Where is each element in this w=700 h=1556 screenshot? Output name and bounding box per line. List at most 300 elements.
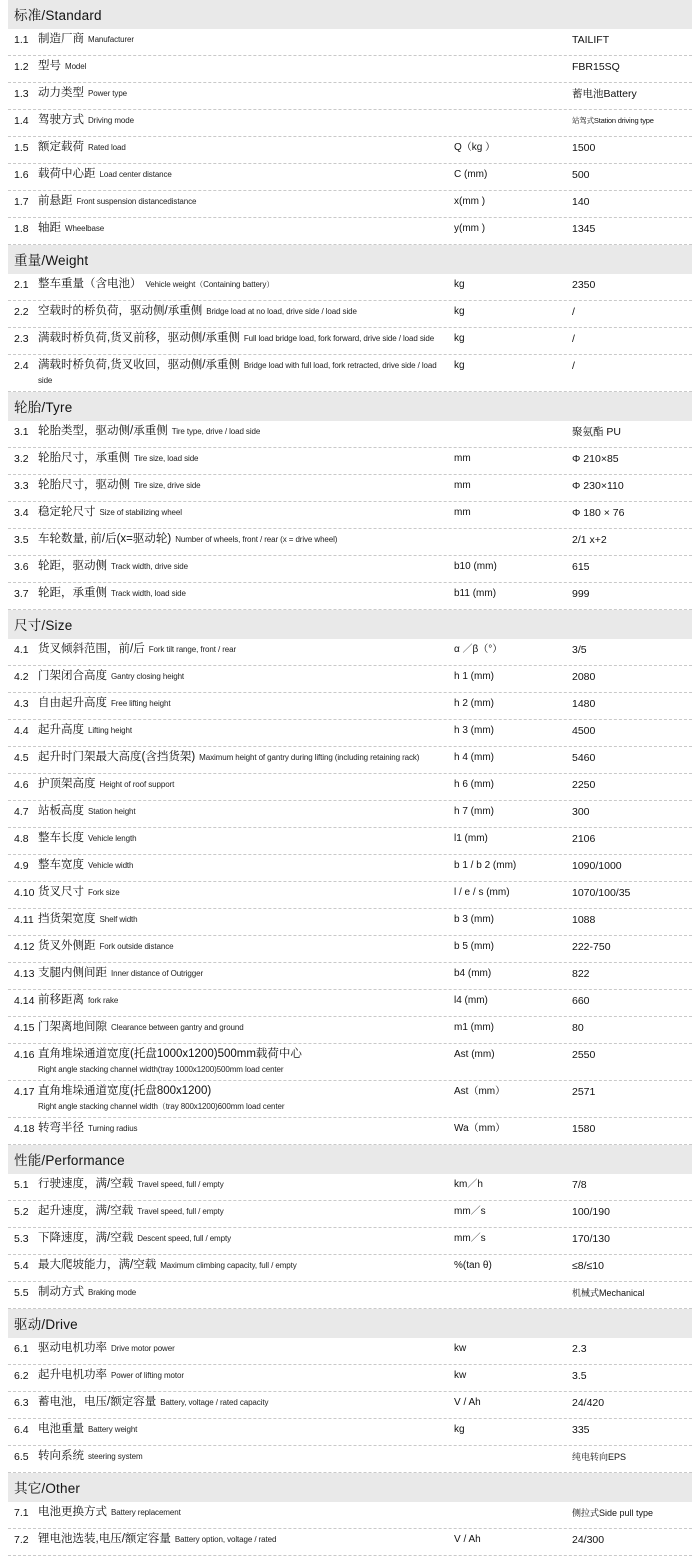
row-value: 站驾式Station driving type: [572, 116, 654, 125]
row-unit: kg: [454, 1424, 465, 1435]
row-number: 7.2: [14, 1534, 29, 1546]
row-label: [38, 723, 454, 738]
row-label-zh: 门架闭合高度: [38, 670, 107, 682]
row-number: 2.2: [14, 306, 29, 318]
row-label-en: Tire size, load side: [134, 454, 199, 463]
section-header: 重量/Weight: [8, 245, 692, 274]
section-header: 性能/Performance: [8, 1145, 692, 1174]
row-number: 5.5: [14, 1287, 29, 1299]
row-label: [38, 939, 454, 954]
row-label: [38, 1047, 454, 1077]
row-number: 6.5: [14, 1451, 29, 1463]
row-label-zh: 挡货架宽度: [38, 913, 96, 925]
row-label: [38, 669, 454, 684]
row-label: [38, 1505, 454, 1520]
spec-row: [8, 328, 692, 355]
spec-row: [8, 720, 692, 747]
row-label-en: Vehicle length: [88, 834, 137, 843]
section-header: 轮胎/Tyre: [8, 392, 692, 421]
spec-row: [8, 1255, 692, 1282]
row-label-zh: 起升时门架最大高度(含挡货架): [38, 751, 196, 763]
row-value: 纯电转向EPS: [572, 1452, 627, 1462]
row-number: 4.5: [14, 752, 29, 764]
row-label-en: Battery replacement: [111, 1508, 181, 1517]
spec-row: [8, 693, 692, 720]
row-label-zh: 最大爬坡能力，满/空载: [38, 1259, 157, 1271]
spec-row: [8, 56, 692, 83]
row-unit: mm: [454, 480, 471, 491]
row-label-zh: 起升电机功率: [38, 1369, 107, 1381]
row-value: FBR15SQ: [572, 61, 620, 73]
row-label-en: Tire size, drive side: [134, 481, 201, 490]
row-label-zh: 驾驶方式: [38, 114, 84, 126]
row-unit: [454, 424, 572, 425]
row-unit: [454, 1285, 572, 1286]
row-number: 4.16: [14, 1049, 35, 1061]
row-label-zh: 锂电池选装,电压/额定容量: [38, 1533, 171, 1545]
row-label-en: Shelf width: [99, 915, 138, 924]
row-value: 蓄电池Battery: [572, 88, 637, 100]
row-unit: kw: [454, 1370, 467, 1381]
spec-row: [8, 355, 692, 392]
spec-row: [8, 1118, 692, 1145]
row-label-en: Battery option, voltage / rated: [174, 1535, 277, 1544]
row-label-zh: 直角堆垛通道宽度(托盘800x1200): [38, 1085, 212, 1097]
row-label: [38, 1204, 454, 1219]
row-label-zh: 制动方式: [38, 1286, 84, 1298]
spec-row: [8, 909, 692, 936]
row-value: 机械式Mechanical: [572, 1288, 645, 1298]
row-number: 4.10: [14, 887, 35, 899]
row-number: 4.18: [14, 1123, 35, 1135]
row-label: [38, 804, 454, 819]
row-number: 3.5: [14, 534, 29, 546]
row-label: [38, 642, 454, 657]
row-unit: h 6 (mm): [454, 779, 494, 790]
row-label-zh: 起升速度，满/空载: [38, 1205, 134, 1217]
row-number: 1.8: [14, 223, 29, 235]
row-label: [38, 221, 454, 236]
row-label: [38, 140, 454, 155]
row-label-zh: 整车宽度: [38, 859, 84, 871]
spec-row: [8, 1017, 692, 1044]
row-label-zh: 车轮数量, 前/后(x=驱动轮): [38, 533, 172, 545]
row-unit: kg: [454, 306, 465, 317]
row-label-zh: 整车重量（含电池）: [38, 278, 142, 290]
row-unit: km／h: [454, 1179, 483, 1190]
row-value: 140: [572, 196, 590, 208]
row-label-zh: 整车长度: [38, 832, 84, 844]
row-label: [38, 331, 454, 346]
row-value: Φ 180 × 76: [572, 507, 625, 519]
row-label-en: Bridge load at no load, drive side / load side: [206, 307, 357, 316]
spec-row: [8, 1392, 692, 1419]
row-label: [38, 451, 454, 466]
row-label-en: Bridge load with full load, fork retracted, drive side / load side: [38, 361, 437, 385]
row-label-en: Battery weight: [88, 1425, 138, 1434]
spec-row: [8, 301, 692, 328]
spec-row: [8, 475, 692, 502]
row-label-zh: 货叉倾斜范围，前/后: [38, 643, 145, 655]
row-number: 4.17: [14, 1086, 35, 1098]
row-label: [38, 1422, 454, 1437]
row-unit: b11 (mm): [454, 588, 497, 599]
row-label-en: Turning radius: [88, 1124, 138, 1133]
row-value: 2350: [572, 279, 596, 291]
row-number: 2.4: [14, 360, 29, 372]
row-label: [38, 1395, 454, 1410]
row-label-en: Height of roof support: [99, 780, 175, 789]
row-unit: l1 (mm): [454, 833, 488, 844]
spec-row: [8, 774, 692, 801]
row-value: 3.5: [572, 1370, 587, 1382]
row-value: 1088: [572, 914, 596, 926]
row-value: 335: [572, 1424, 590, 1436]
spec-row: [8, 274, 692, 301]
row-unit: [454, 1505, 572, 1506]
row-label: [38, 1341, 454, 1356]
row-unit: mm／s: [454, 1206, 486, 1217]
row-label-en: Track width, load side: [111, 589, 186, 598]
row-label-en: Descent speed, full / empty: [137, 1234, 231, 1243]
row-number: 3.1: [14, 426, 29, 438]
row-number: 4.4: [14, 725, 29, 737]
row-label: [38, 1368, 454, 1383]
row-unit: b4 (mm): [454, 968, 492, 979]
row-unit: h 2 (mm): [454, 698, 494, 709]
row-value: 660: [572, 995, 590, 1007]
row-number: 5.2: [14, 1206, 29, 1218]
row-label: [38, 912, 454, 927]
row-label-en: Wheelbase: [65, 224, 105, 233]
row-label: [38, 113, 454, 128]
row-label: [38, 1258, 454, 1273]
row-label: [38, 1449, 454, 1464]
row-label: [38, 277, 454, 292]
row-label: [38, 586, 454, 601]
row-label-en: Tire type, drive / load side: [171, 427, 261, 436]
spec-row: [8, 448, 692, 475]
row-number: 2.3: [14, 333, 29, 345]
row-label-zh: 轮距，承重侧: [38, 587, 107, 599]
row-number: 1.1: [14, 34, 29, 46]
row-number: 3.2: [14, 453, 29, 465]
row-label-zh: 满载时桥负荷,货叉收回，驱动侧/承重侧: [38, 359, 240, 371]
row-label: [38, 858, 454, 873]
row-label-zh: 下降速度，满/空载: [38, 1232, 134, 1244]
spec-row: [8, 882, 692, 909]
spec-row: [8, 828, 692, 855]
spec-row: [8, 191, 692, 218]
row-label-en: Maximum height of gantry during lifting (including retaining rack): [199, 753, 420, 762]
row-unit: h 3 (mm): [454, 725, 494, 736]
spec-row: [8, 990, 692, 1017]
row-value: Φ 210×85: [572, 453, 619, 465]
spec-row: [8, 529, 692, 556]
row-unit: b 5 (mm): [454, 941, 494, 952]
row-value: 1070/100/35: [572, 887, 631, 899]
row-label-en: Load center distance: [99, 170, 172, 179]
spec-row: [8, 801, 692, 828]
row-label-zh: 前悬距: [38, 195, 73, 207]
spec-row: [8, 502, 692, 529]
row-label: [38, 505, 454, 520]
row-value: 615: [572, 561, 590, 573]
row-label-zh: 空载时的桥负荷，驱动侧/承重侧: [38, 305, 203, 317]
row-number: 1.7: [14, 196, 29, 208]
row-label-zh: 电池更换方式: [38, 1506, 107, 1518]
row-number: 3.3: [14, 480, 29, 492]
row-unit: Ast（mm）: [454, 1086, 506, 1097]
row-label: [38, 478, 454, 493]
row-label-zh: 站板高度: [38, 805, 84, 817]
row-number: 3.4: [14, 507, 29, 519]
row-label-zh: 制造厂商: [38, 33, 84, 45]
row-label-zh: 货叉外侧距: [38, 940, 96, 952]
row-number: 4.15: [14, 1022, 35, 1034]
row-value: /: [572, 333, 575, 345]
row-label-zh: 起升高度: [38, 724, 84, 736]
row-label: [38, 1231, 454, 1246]
row-label: [38, 358, 454, 388]
row-label-en: Travel speed, full / empty: [137, 1180, 224, 1189]
section-header: 尺寸/Size: [8, 610, 692, 639]
section-header: 驱动/Drive: [8, 1309, 692, 1338]
row-unit: h 4 (mm): [454, 752, 494, 763]
spec-row: [8, 936, 692, 963]
row-unit: kg: [454, 333, 465, 344]
row-label-en: Clearance between gantry and ground: [111, 1023, 244, 1032]
row-label-zh: 行驶速度，满/空载: [38, 1178, 134, 1190]
spec-row: [8, 137, 692, 164]
row-label-zh: 前移距离: [38, 994, 84, 1006]
row-unit: kg: [454, 360, 465, 371]
row-label: [38, 750, 454, 765]
row-value: 2250: [572, 779, 596, 791]
row-label-en: steering system: [88, 1452, 143, 1461]
row-value: 1345: [572, 223, 596, 235]
spec-row: [8, 666, 692, 693]
spec-row: [8, 83, 692, 110]
row-unit: Q（kg ）: [454, 142, 496, 153]
row-label-en: Fork tilt range, front / rear: [148, 645, 237, 654]
row-label-zh: 驱动电机功率: [38, 1342, 107, 1354]
row-unit: b 3 (mm): [454, 914, 494, 925]
row-label-en: Vehicle width: [88, 861, 134, 870]
row-value: 4500: [572, 725, 596, 737]
spec-row: [8, 218, 692, 245]
row-unit: b10 (mm): [454, 561, 497, 572]
row-value: 999: [572, 588, 590, 600]
row-number: 2.1: [14, 279, 29, 291]
row-unit: [454, 532, 572, 533]
row-unit: m1 (mm): [454, 1022, 494, 1033]
row-value: 1090/1000: [572, 860, 622, 872]
row-label-en: Full load bridge load, fork forward, drive side / load side: [243, 334, 435, 343]
row-label: [38, 1121, 454, 1136]
row-value: 2106: [572, 833, 596, 845]
spec-row: [8, 164, 692, 191]
row-value: 2.3: [572, 1343, 587, 1355]
spec-row: [8, 1201, 692, 1228]
row-number: 4.2: [14, 671, 29, 683]
row-label-en: Drive motor power: [111, 1344, 175, 1353]
row-unit: mm／s: [454, 1233, 486, 1244]
section-header: 其它/Other: [8, 1473, 692, 1502]
row-label-en: Driving mode: [88, 116, 134, 125]
row-label: [38, 532, 454, 547]
row-value: 1480: [572, 698, 596, 710]
row-value: 侧拉式Side pull type: [572, 1508, 654, 1518]
row-label-zh: 蓄电池，电压/额定容量: [38, 1396, 157, 1408]
spec-row: [8, 1502, 692, 1529]
spec-row: [8, 1174, 692, 1201]
row-unit: [454, 1449, 572, 1450]
row-label: [38, 885, 454, 900]
row-number: 3.7: [14, 588, 29, 600]
row-number: 1.5: [14, 142, 29, 154]
row-label-en: Manufacturer: [88, 35, 134, 44]
row-unit: [454, 59, 572, 60]
row-number: 4.12: [14, 941, 35, 953]
row-label-zh: 载荷中心距: [38, 168, 96, 180]
row-label-zh: 护顶架高度: [38, 778, 96, 790]
row-value: TAILIFT: [572, 34, 610, 46]
spec-row: [8, 110, 692, 137]
spec-row: [8, 639, 692, 666]
row-unit: l / e / s (mm): [454, 887, 510, 898]
row-unit: mm: [454, 507, 471, 518]
row-label-zh: 轴距: [38, 222, 61, 234]
row-unit: h 7 (mm): [454, 806, 494, 817]
row-label-en: Maximum climbing capacity, full / empty: [160, 1261, 297, 1270]
row-label-en: Size of stabilizing wheel: [99, 508, 182, 517]
row-label: [38, 304, 454, 319]
spec-row: [8, 1529, 692, 1556]
row-value: 2080: [572, 671, 596, 683]
row-label-zh: 支腿内侧间距: [38, 967, 107, 979]
row-value: 1500: [572, 142, 596, 154]
row-label-en: Power of lifting motor: [111, 1371, 184, 1380]
row-value: 1580: [572, 1123, 596, 1135]
row-label: [38, 559, 454, 574]
spec-row: [8, 1282, 692, 1309]
row-label: [38, 831, 454, 846]
row-unit: Wa（mm）: [454, 1123, 506, 1134]
row-unit: b 1 / b 2 (mm): [454, 860, 517, 871]
row-number: 6.1: [14, 1343, 29, 1355]
row-value: 2571: [572, 1086, 596, 1098]
row-label-zh: 额定载荷: [38, 141, 84, 153]
row-label-en: Fork outside distance: [99, 942, 174, 951]
row-unit: y(mm ): [454, 223, 486, 234]
row-number: 4.1: [14, 644, 29, 656]
row-unit: α ／β（°）: [454, 644, 503, 655]
row-label: [38, 1532, 454, 1547]
row-label-zh: 货叉尺寸: [38, 886, 84, 898]
row-label-en: Fork size: [88, 888, 120, 897]
row-label-sub: Right angle stacking channel width（tray 800x1200)600mm load center: [38, 1102, 285, 1111]
row-label-zh: 轮胎尺寸，承重侧: [38, 452, 130, 464]
row-label-zh: 动力类型: [38, 87, 84, 99]
spec-row: [8, 1044, 692, 1081]
row-number: 4.13: [14, 968, 35, 980]
row-label-zh: 型号: [38, 60, 61, 72]
row-label-en: Vehicle weight（Containing battery）: [145, 280, 275, 289]
row-label: [38, 424, 454, 439]
row-label: [38, 194, 454, 209]
row-number: 4.11: [14, 914, 34, 926]
row-label: [38, 86, 454, 101]
row-label-en: Travel speed, full / empty: [137, 1207, 224, 1216]
row-number: 4.9: [14, 860, 29, 872]
row-value: /: [572, 306, 575, 318]
row-number: 5.3: [14, 1233, 29, 1245]
row-number: 3.6: [14, 561, 29, 573]
spec-row: [8, 583, 692, 610]
row-value: 170/130: [572, 1233, 610, 1245]
row-value: 聚氨酯 PU: [572, 426, 622, 438]
row-unit: mm: [454, 453, 471, 464]
row-unit: [454, 86, 572, 87]
row-label: [38, 59, 454, 74]
row-value: 822: [572, 968, 590, 980]
row-label-en: Rated load: [88, 143, 126, 152]
row-label-en: Battery, voltage / rated capacity: [160, 1398, 269, 1407]
row-unit: V / Ah: [454, 1534, 481, 1545]
row-label-zh: 直角堆垛通道宽度(托盘1000x1200)500mm载荷中心: [38, 1048, 302, 1060]
row-label-zh: 稳定轮尺寸: [38, 506, 96, 518]
row-unit: [454, 32, 572, 33]
row-label: [38, 966, 454, 981]
row-label-zh: 满载时桥负荷,货叉前移，驱动侧/承重侧: [38, 332, 240, 344]
section-header: 标准/Standard: [8, 0, 692, 29]
row-value: 300: [572, 806, 590, 818]
row-value: 2550: [572, 1049, 596, 1061]
row-label: [38, 32, 454, 47]
row-unit: %(tan θ): [454, 1260, 492, 1271]
row-unit: kg: [454, 279, 465, 290]
row-value: /: [572, 360, 575, 372]
row-value: 500: [572, 169, 590, 181]
row-label-en: Front suspension distancedistance: [76, 197, 197, 206]
row-number: 4.8: [14, 833, 29, 845]
row-value: 222-750: [572, 941, 611, 953]
row-label-zh: 转向系统: [38, 1450, 84, 1462]
spec-row: [8, 1338, 692, 1365]
spec-row: [8, 747, 692, 774]
row-label-en: Free lifting height: [111, 699, 171, 708]
row-value: Φ 230×110: [572, 480, 624, 492]
row-label-sub: Right angle stacking channel width(tray 1000x1200)500mm load center: [38, 1065, 284, 1074]
row-number: 6.3: [14, 1397, 29, 1409]
row-label-zh: 轮胎类型，驱动侧/承重侧: [38, 425, 168, 437]
row-label: [38, 167, 454, 182]
row-value: 7/8: [572, 1179, 587, 1191]
row-number: 1.4: [14, 115, 29, 127]
spec-row: [8, 556, 692, 583]
row-unit: C (mm): [454, 169, 488, 180]
row-label-en: Braking mode: [88, 1288, 137, 1297]
row-label-en: Inner distance of Outrigger: [111, 969, 204, 978]
row-label: [38, 1285, 454, 1300]
row-label-en: Gantry closing height: [111, 672, 185, 681]
row-label-zh: 轮距，驱动侧: [38, 560, 107, 572]
spec-row: [8, 1446, 692, 1473]
row-number: 4.14: [14, 995, 35, 1007]
row-value: 100/190: [572, 1206, 610, 1218]
row-unit: l4 (mm): [454, 995, 488, 1006]
